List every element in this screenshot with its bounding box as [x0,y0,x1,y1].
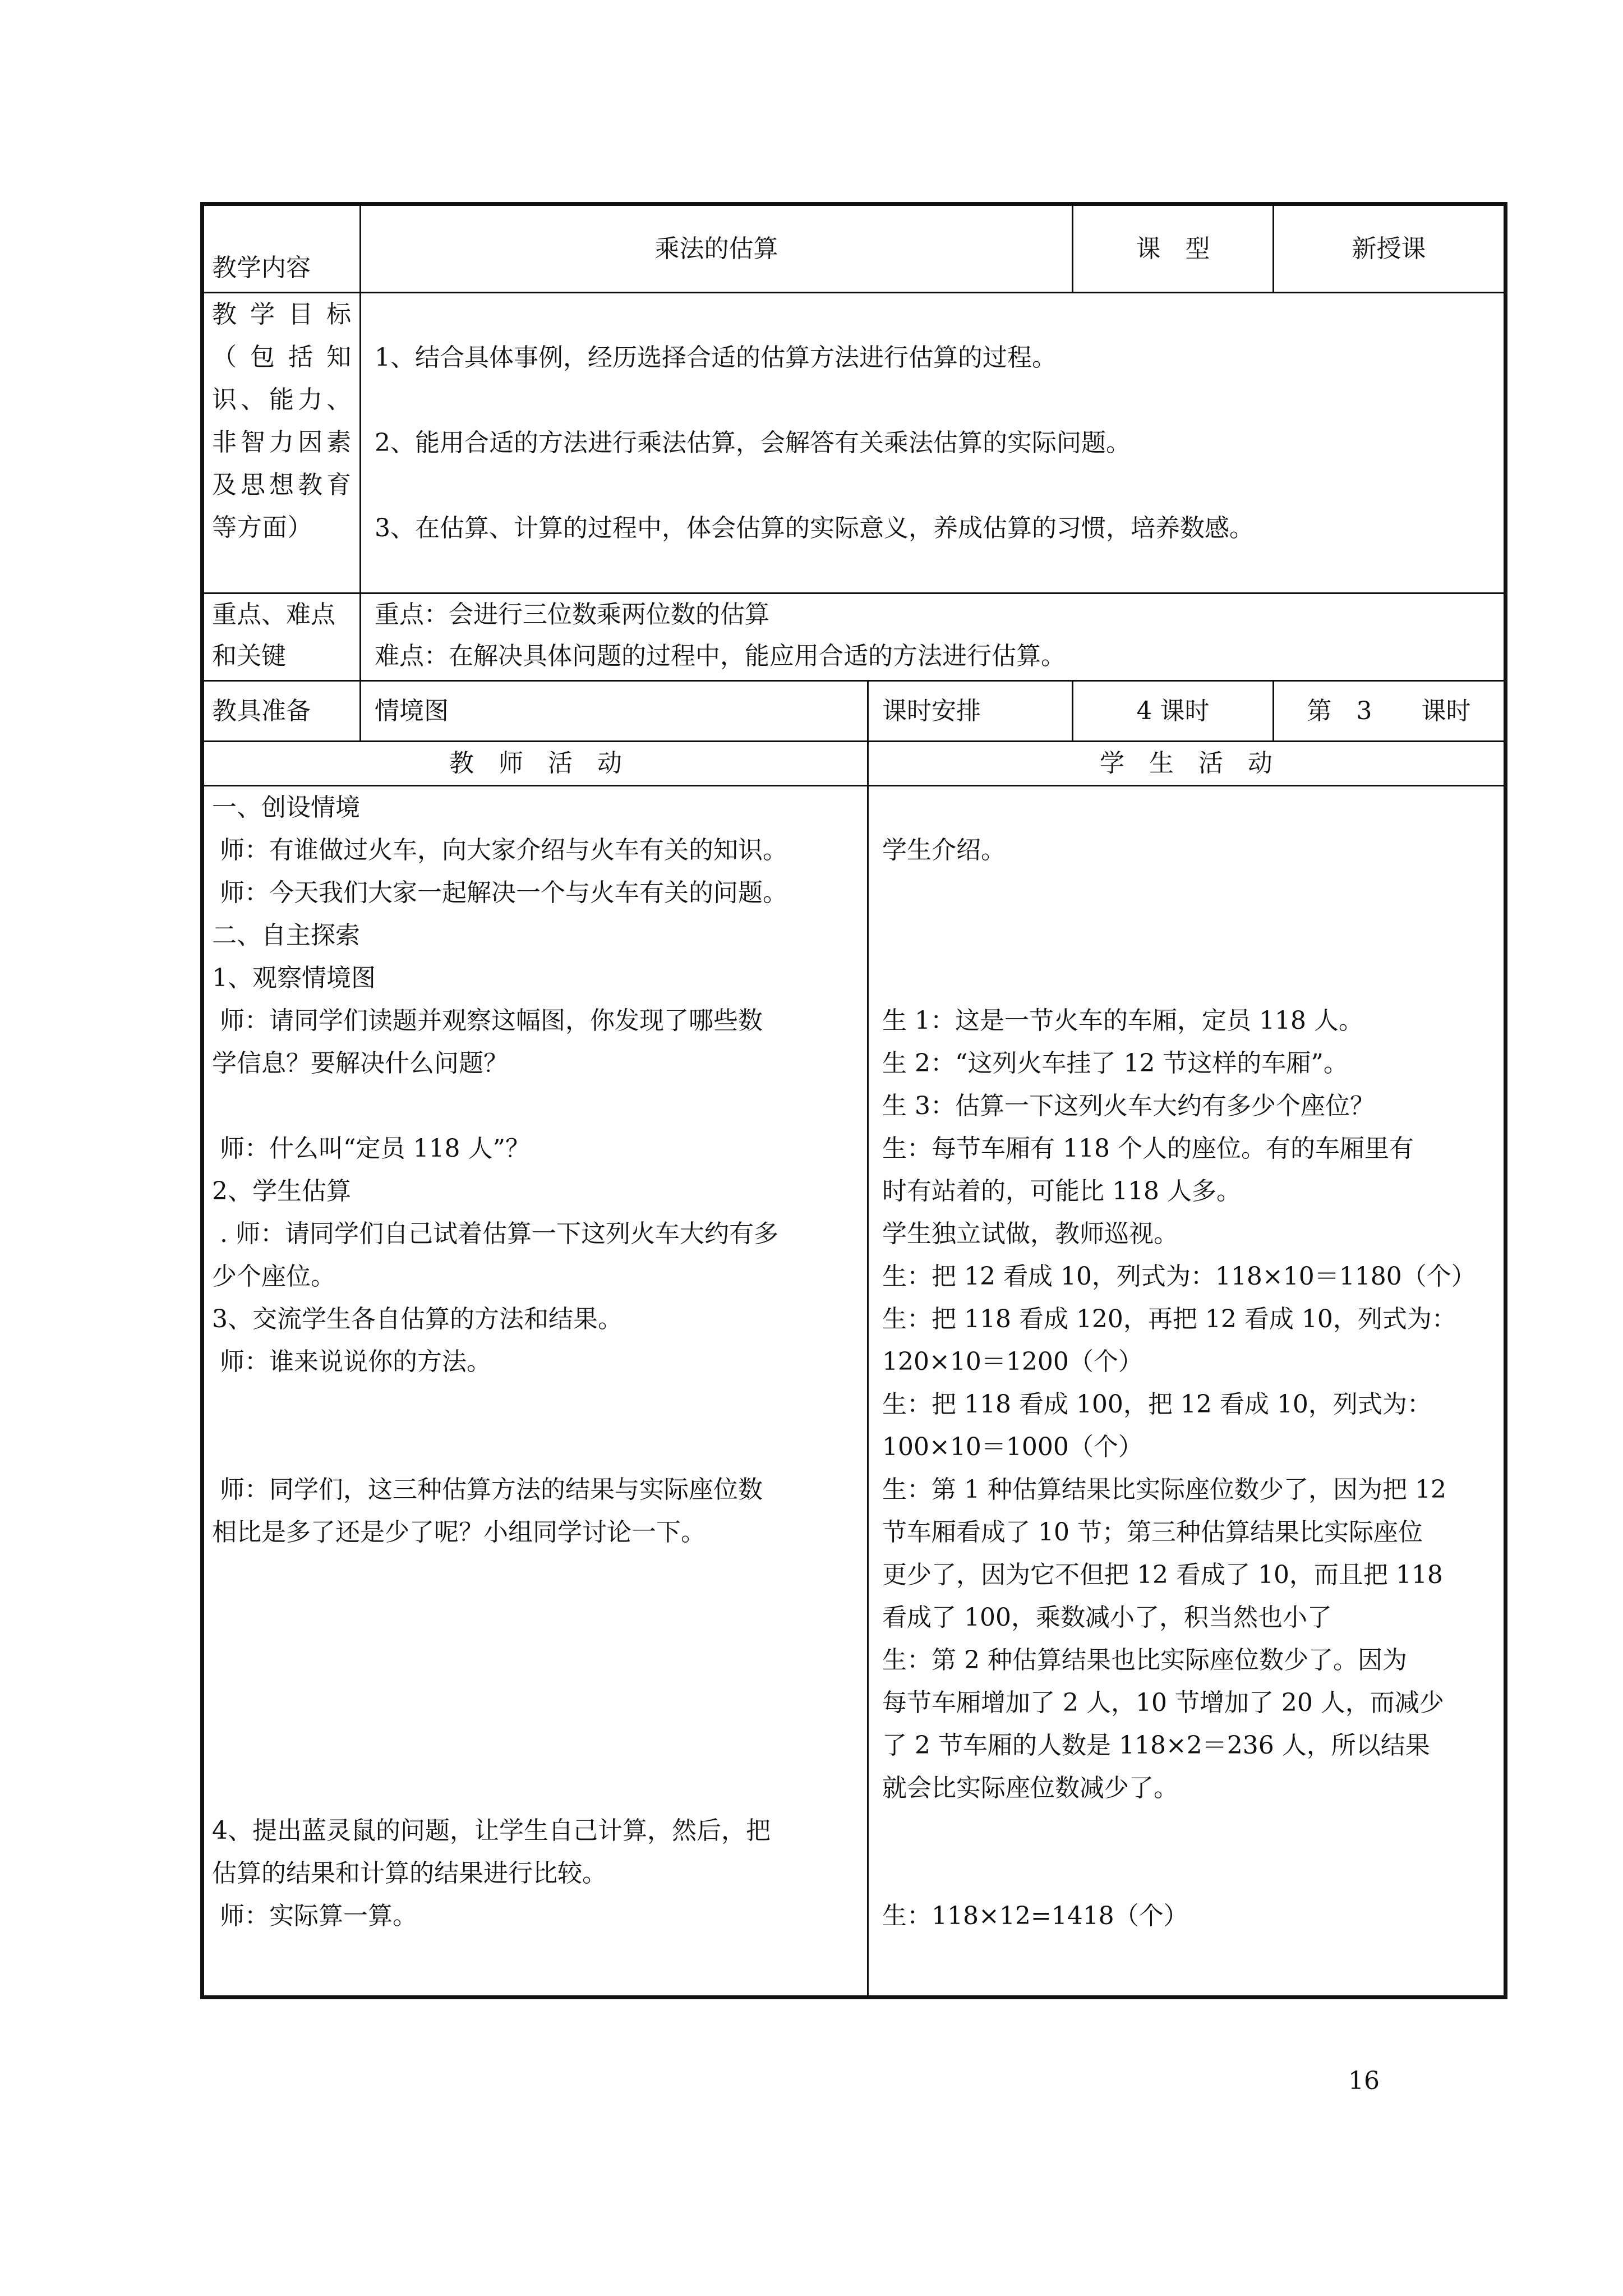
content-row [202,204,1506,293]
student-line: 生 3：估算一下这列火车大约有多少个座位？ [882,1092,1375,1120]
goals-cell [361,293,1506,593]
student-line: 生：把 12 看成 10，列式为：118×10＝1180（个） [882,1262,1476,1291]
student-line [882,1852,1496,1895]
student-line: 生：118×12=1418（个） [882,1902,1188,1930]
lesson-plan-table [200,202,1507,1999]
student-line [882,914,1496,957]
student-line: 更少了，因为它不但把 12 看成了 10，而且把 118 [882,1561,1443,1589]
student-activity-header: 学 生 活 动 [868,742,1506,786]
teacher-line: . 师：请同学们自己试着估算一下这列火车大约有多 [212,1220,778,1248]
activity-body-row [202,786,1506,1998]
teacher-line [212,1085,859,1128]
teacher-line [212,1554,859,1596]
teacher-line: 3、交流学生各自估算的方法和结果。 [212,1305,623,1333]
student-line: 生：第 2 种估算结果也比实际座位数少了。因为 [882,1646,1407,1674]
student-line: 节车厢看成了 10 节；第三种估算结果比实际座位 [882,1518,1423,1547]
page-number: 16 [1348,2067,1380,2095]
student-activity-lines [882,786,1496,1938]
teacher-line [212,1639,859,1682]
teacher-line [212,1383,859,1426]
student-line: 生：把 118 看成 120，再把 12 看成 10，列式为： [882,1305,1456,1333]
teacher-line [212,1724,859,1767]
teacher-activity-lines [212,786,859,1938]
student-line: 120×10＝1200（个） [882,1347,1143,1376]
student-line: 生：每节车厢有 118 个人的座位。有的车厢里有 [882,1134,1414,1163]
goals-row [202,293,1506,593]
teacher-line: 师：什么叫“定员 118 人”？ [212,1134,530,1163]
teacher-line: 4、提出蓝灵鼠的问题，让学生自己计算，然后，把 [212,1816,771,1845]
student-line: 生 1：这是一节火车的车厢，定员 118 人。 [882,1006,1363,1035]
goals-label: 教学目标（包括知识、能力、非智力因素及思想教育等方面） [202,293,361,593]
teacher-line [212,1682,859,1724]
teacher-line [212,1426,859,1469]
type-value: 新授课 [1274,204,1506,293]
goal-item-1: 1、结合具体事例，经历选择合适的估算方法进行估算的过程。 [375,343,1057,372]
teacher-line: 估算的结果和计算的结果进行比较。 [212,1859,607,1888]
student-line: 100×10＝1000（个） [882,1433,1143,1461]
teacher-line: 相比是多了还是少了呢？小组同学讨论一下。 [212,1518,706,1547]
tools-value: 情境图 [361,681,868,742]
teacher-line: 一、创设情境 [212,793,360,822]
lesson-plan-sheet [200,202,1504,1999]
student-line [882,1810,1496,1852]
keypoints-cell [361,593,1506,681]
teacher-line [212,1767,859,1810]
schedule-label: 课时安排 [868,681,1073,742]
teacher-line: 师：同学们，这三种估算方法的结果与实际座位数 [212,1475,763,1504]
tools-label: 教具准备 [202,681,361,742]
student-line: 了 2 节车厢的人数是 118×2＝236 人，所以结果 [882,1731,1430,1760]
student-line: 时有站着的，可能比 118 人多。 [882,1177,1241,1205]
student-line [882,872,1496,914]
activity-header-row [202,742,1506,786]
teacher-line: 1、观察情境图 [212,964,376,992]
teacher-line: 师：谁来说说你的方法。 [212,1347,491,1376]
teacher-line: 师：请同学们读题并观察这幅图，你发现了哪些数 [212,1006,763,1035]
goal-item-2: 2、能用合适的方法进行乘法估算，会解答有关乘法估算的实际问题。 [375,428,1131,457]
teacher-line: 师：今天我们大家一起解决一个与火车有关的问题。 [212,878,787,907]
student-line: 生：把 118 看成 100，把 12 看成 10，列式为： [882,1390,1432,1419]
teacher-activity-cell [202,786,868,1998]
student-line: 生：第 1 种估算结果比实际座位数少了，因为把 12 [882,1475,1446,1504]
teacher-line: 少个座位。 [212,1262,335,1291]
current-lesson: 第 3 课时 [1274,681,1506,742]
student-line: 学生独立试做，教师巡视。 [882,1220,1178,1248]
type-label: 课 型 [1073,204,1274,293]
teacher-line: 二、自主探索 [212,921,360,950]
student-line [882,957,1496,1000]
student-line: 看成了 100，乘数减小了，积当然也小了 [882,1603,1332,1632]
teacher-line: 2、学生估算 [212,1177,351,1205]
student-line: 学生介绍。 [882,836,1006,864]
student-line [882,786,1496,829]
difficulty-point: 难点：在解决具体问题的过程中，能应用合适的方法进行估算。 [375,642,1066,670]
teacher-line: 师：实际算一算。 [212,1902,417,1930]
teacher-activity-header: 教 师 活 动 [202,742,868,786]
content-label: 教学内容 [202,204,361,293]
tools-row [202,681,1506,742]
teacher-line: 师：有谁做过火车，向大家介绍与火车有关的知识。 [212,836,787,864]
keypoints-row [202,593,1506,681]
student-activity-cell [868,786,1506,1998]
student-line: 就会比实际座位数减少了。 [882,1774,1178,1802]
teacher-line: 学信息？要解决什么问题？ [212,1049,508,1078]
goal-item-3: 3、在估算、计算的过程中，体会估算的实际意义，养成估算的习惯，培养数感。 [375,513,1254,542]
student-line: 每节车厢增加了 2 人，10 节增加了 20 人，而减少 [882,1688,1444,1717]
teacher-line [212,1596,859,1639]
schedule-value: 4 课时 [1073,681,1274,742]
content-value: 乘法的估算 [361,204,1073,293]
student-line: 生 2：“这列火车挂了 12 节这样的车厢”。 [882,1049,1348,1078]
keypoints-label: 重点、难点和关键 [202,593,361,681]
key-point: 重点：会进行三位数乘两位数的估算 [375,600,769,629]
